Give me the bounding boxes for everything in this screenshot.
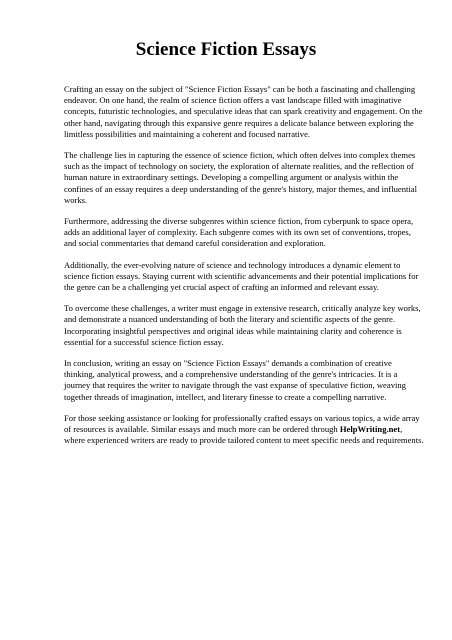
paragraph-4: Additionally, the ever-evolving nature of science and technology introduces a dynamic element to science fiction essays. Staying current with scientific advancements and their potential implications for the genre can be a challenging yet crucial aspect of crafting an informed and relevant essay.: [64, 259, 419, 293]
paragraph-1: Crafting an essay on the subject of "Science Fiction Essays" can be both a fascinating and challenging endeavor. On one hand, the realm of science fiction offers a vast landscape filled with imaginative concepts, futuristic technologies, and speculative ideas that can spark creativity and engagement. On the other hand, navigating through this expansive genre requires a delicate balance between exploring the limitless possibilities and maintaining a coherent and focused narrative.: [64, 84, 423, 139]
paragraph-7-text-end: , where experienced writers are ready to provide tailored content to meet specific needs and requirements.: [64, 424, 424, 446]
helpwriting-link[interactable]: HelpWriting.net: [339, 424, 401, 435]
paragraph-5: To overcome these challenges, a writer must engage in extensive research, critically analyze key works, and demonstrate a nuanced understanding of both the literary and scientific aspects of the genre. Incorporating insightful perspectives and original ideas while maintaining clarity and coherence is essential for a successful science fiction essay.: [64, 303, 421, 347]
paragraph-3: Furthermore, addressing the diverse subgenres within science fiction, from cyberpunk to space opera, adds an additional layer of complexity. Each subgenre comes with its own set of conventions, tropes, and social commentaries that demand careful consideration and exploration.: [64, 216, 414, 249]
document-title: Science Fiction Essays: [135, 39, 317, 60]
paragraph-7: [64, 413, 424, 447]
paragraph-6: In conclusion, writing an essay on "Science Fiction Essays" demands a combination of creative thinking, analytical prowess, and a comprehensive understanding of the genre's intricacies. It is a journey that requires the writer to navigate through the vast expanse of speculative fiction, weaving together threads of imagination, intellect, and literary finesse to create a compelling narrative.: [64, 358, 406, 402]
paragraph-7-text-start: For those seeking assistance or looking for professionally crafted essays on various topics, a wide array of resources is available. Similar essays and much more can be ordered through: [64, 412, 420, 435]
document-body: [64, 84, 424, 456]
paragraph-2: The challenge lies in capturing the essence of science fiction, which often delves into complex themes such as the impact of technology on society, the exploration of alternate realities, and the reflection of human nature in extraordinary settings. Developing a compelling argument or analysis within the confines of an essay requires a deep understanding of the genre's history, major themes, and influential works.: [64, 150, 417, 205]
